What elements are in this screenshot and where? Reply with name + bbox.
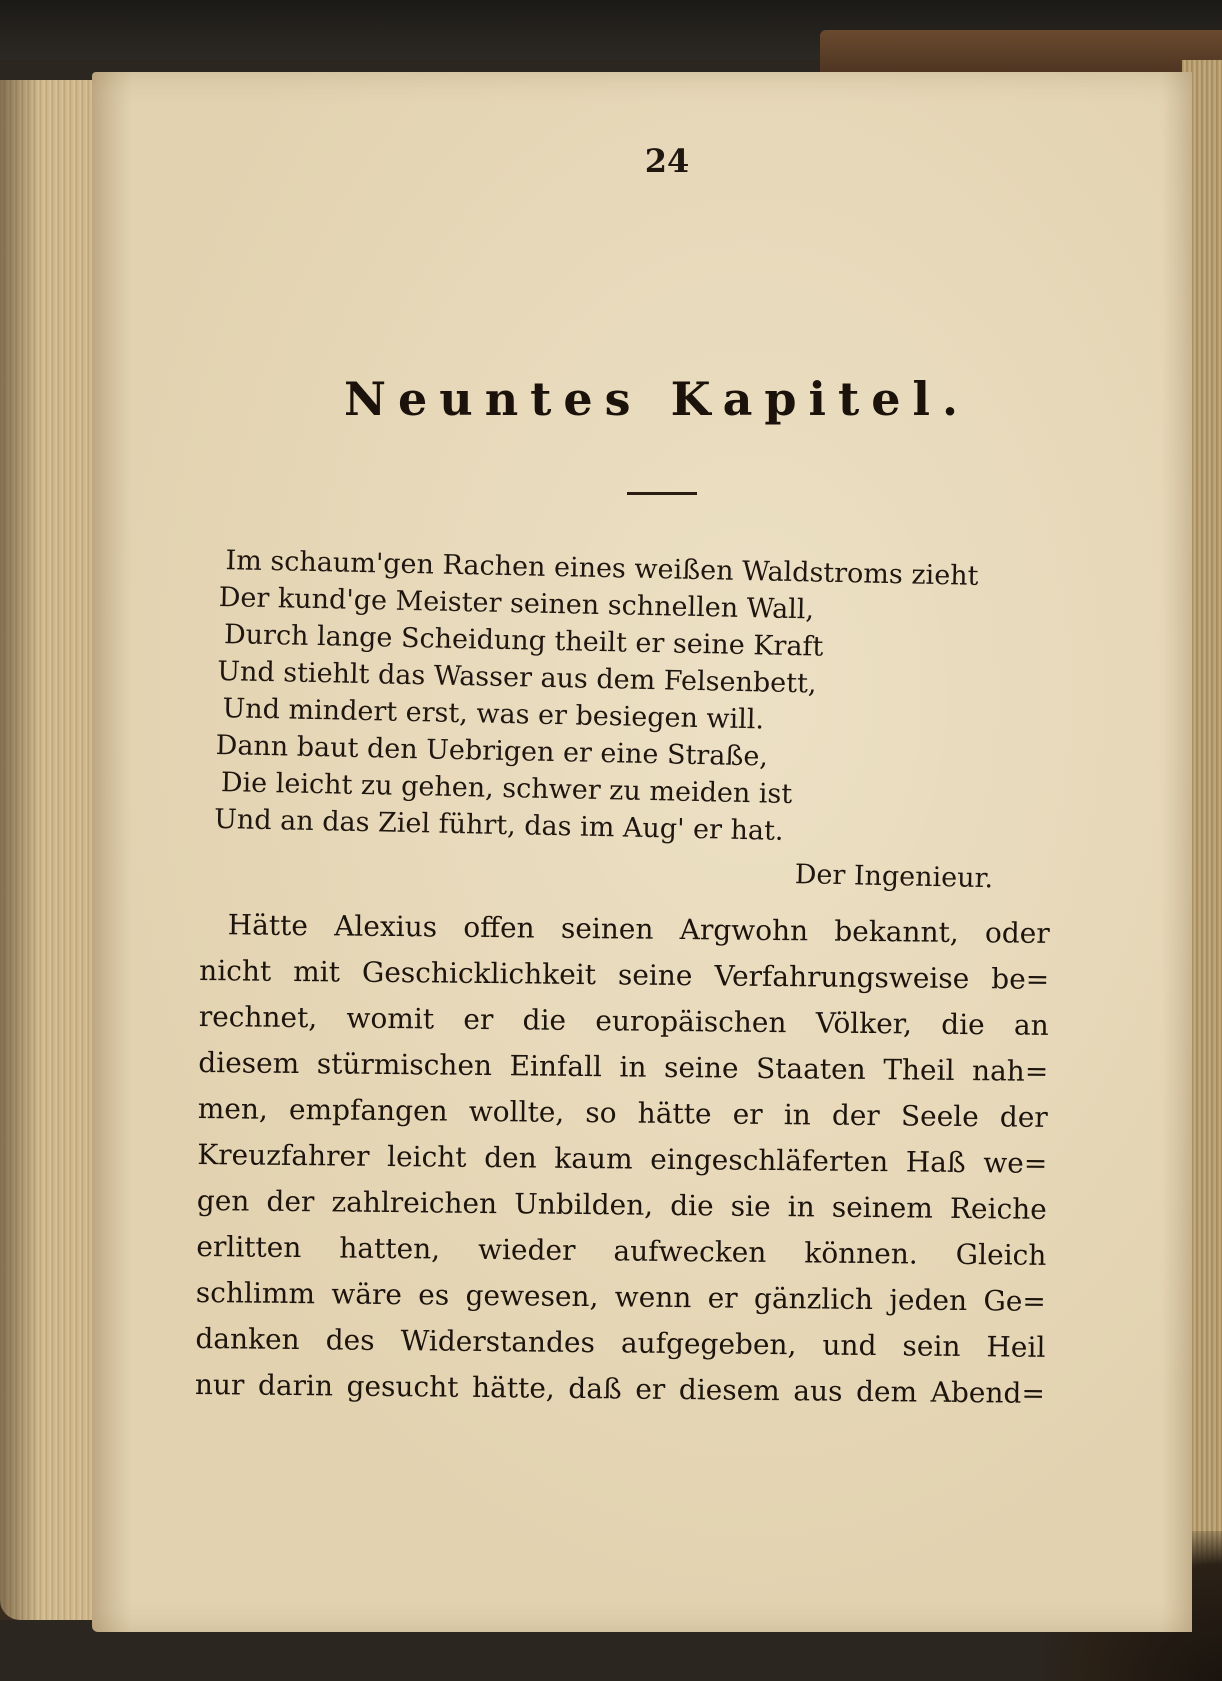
- text-line: rechnet, womit er die europäischen Völker, die an: [198, 999, 1049, 1042]
- background-top: [0, 0, 1222, 60]
- poem-line: Und stiehlt das Wasser aus dem Felsenbett,: [216, 655, 817, 700]
- poem-attribution: Der Ingenieur.: [794, 859, 994, 895]
- poem-line: Und an das Ziel führt, das im Aug' er hat.: [213, 803, 784, 847]
- epigraph-poem: [213, 542, 1020, 898]
- poem-line: Im schaum'gen Rachen eines weißen Waldstroms zieht: [225, 545, 979, 592]
- poem-line: Durch lange Scheidung theilt er seine Kraft: [223, 619, 824, 663]
- text-line: nicht mit Geschicklichkeit seine Verfahrungsweise be=: [199, 953, 1050, 996]
- poem-line: Die leicht zu gehen, schwer zu meiden ist: [220, 767, 793, 811]
- text-line: Hätte Alexius offen seinen Argwohn bekannt, oder: [227, 908, 1050, 950]
- text-line: schlimm wäre es gewesen, wenn er gänzlich jeden Ge=: [195, 1275, 1047, 1318]
- chapter-title: Neuntes Kapitel.: [343, 372, 971, 426]
- text-line: danken des Widerstandes aufgegeben, und sein Heil: [195, 1321, 1046, 1364]
- text-line: gen der zahlreichen Unbilden, die sie in seinem Reiche: [196, 1183, 1048, 1226]
- text-line: nur darin gesucht hätte, daß er diesem aus dem Abend=: [194, 1367, 1046, 1410]
- poem-line: Und mindert erst, was er besiegen will.: [222, 693, 765, 736]
- poem-line: Der kund'ge Meister seinen schnellen Wall,: [218, 581, 815, 626]
- text-line: erlitten hatten, wieder aufwecken können. Gleich: [196, 1229, 1047, 1272]
- text-line: diesem stürmischen Einfall in seine Staaten Theil nah=: [198, 1045, 1049, 1088]
- poem-line: Dann baut den Uebrigen er eine Straße,: [215, 729, 769, 773]
- text-line: men, empfangen wollte, so hätte er in der Seele der: [197, 1091, 1048, 1134]
- book-page: [92, 72, 1192, 1632]
- body-text: [195, 902, 1050, 1417]
- text-line: Kreuzfahrer leicht den kaum eingeschläferten Haß we=: [197, 1137, 1048, 1180]
- divider-rule: [627, 492, 697, 495]
- page-number: 24: [644, 142, 690, 180]
- left-page-edges: [0, 80, 95, 1620]
